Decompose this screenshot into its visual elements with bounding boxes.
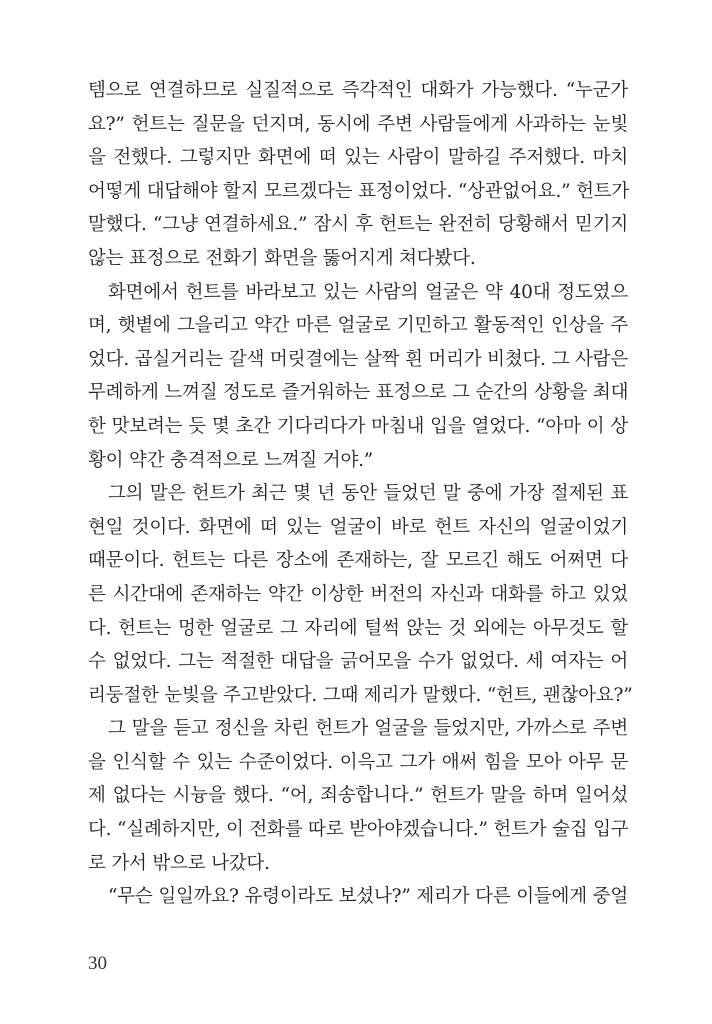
text-line: 그의 말은 헌트가 최근 몇 년 동안 들었던 말 중에 가장 절제된 표 — [108, 483, 628, 505]
text-line: 화면에서 헌트를 바라보고 있는 사람의 얼굴은 약 40대 정도였으 — [108, 281, 628, 303]
text-line: 며, 햇볕에 그을리고 약간 마른 얼굴로 기민하고 활동적인 인상을 주 — [88, 315, 628, 337]
paragraph-4 — [88, 712, 628, 880]
text-line: 었다. 곱실거리는 갈색 머릿결에는 살짝 흰 머리가 비쳤다. 그 사람은 — [88, 348, 628, 370]
text-line: 현일 것이다. 화면에 떠 있는 얼굴이 바로 헌트 자신의 얼굴이었기 — [88, 516, 628, 538]
paragraph-2 — [88, 276, 628, 478]
text-line: 말했다. “그냥 연결하세요.” 잠시 후 헌트는 완전히 당황해서 믿기지 — [88, 214, 628, 236]
text-line: 무례하게 느껴질 정도로 즐거워하는 표정으로 그 순간의 상황을 최대 — [88, 382, 629, 404]
text-line: 수 없었다. 그는 적절한 대답을 긁어모을 수가 없었다. 세 여자는 어 — [88, 651, 628, 673]
text-line: 제 없다는 시늉을 했다. “어, 죄송합니다.” 헌트가 말을 하며 일어섰 — [88, 785, 628, 807]
text-line: 다. 헌트는 멍한 얼굴로 그 자리에 털썩 앉는 것 외에는 아무것도 할 — [88, 617, 628, 639]
text-line: 른 시간대에 존재하는 약간 이상한 버전의 자신과 대화를 하고 있었 — [88, 583, 628, 605]
paragraph-1 — [88, 74, 628, 276]
text-line: 그 말을 듣고 정신을 차린 헌트가 얼굴을 들었지만, 가까스로 주변 — [108, 718, 628, 740]
text-line: 때문이다. 헌트는 다른 장소에 존재하는, 잘 모르긴 해도 어쩌면 다 — [88, 550, 628, 572]
text-line: 어떻게 대답해야 할지 모르겠다는 표정이었다. “상관없어요.” 헌트가 — [88, 180, 630, 202]
paragraph-5 — [88, 880, 628, 914]
page-number: 30 — [88, 953, 107, 974]
text-line: 템으로 연결하므로 실질적으로 즉각적인 대화가 가능했다. “누군가 — [88, 80, 628, 101]
text-line: “무슨 일일까요? 유령이라도 보셨나?” 제리가 다른 이들에게 중얼 — [108, 886, 628, 908]
text-line: 다. “실례하지만, 이 전화를 따로 받아야겠습니다.” 헌트가 술집 입구 — [88, 819, 629, 841]
text-line: 한 맛보려는 듯 몇 초간 기다리다가 마침내 입을 열었다. “아마 이 상 — [88, 415, 628, 437]
text-line: 않는 표정으로 전화기 화면을 뚫어지게 쳐다봤다. — [88, 247, 476, 269]
text-line: 요?” 헌트는 질문을 던지며, 동시에 주변 사람들에게 사과하는 눈빛 — [88, 113, 628, 135]
text-line: 을 전했다. 그렇지만 화면에 떠 있는 사람이 말하길 주저했다. 마치 — [88, 147, 628, 169]
text-line: 로 가서 밖으로 나갔다. — [88, 852, 270, 874]
text-line: 리둥절한 눈빛을 주고받았다. 그때 제리가 말했다. “헌트, 괜찮아요?” — [88, 684, 633, 706]
page-body — [88, 74, 633, 914]
text-line: 을 인식할 수 있는 수준이었다. 이윽고 그가 애써 힘을 모아 아무 문 — [88, 751, 628, 773]
text-line: 황이 약간 충격적으로 느껴질 거야.” — [88, 449, 374, 471]
paragraph-3 — [88, 477, 633, 712]
